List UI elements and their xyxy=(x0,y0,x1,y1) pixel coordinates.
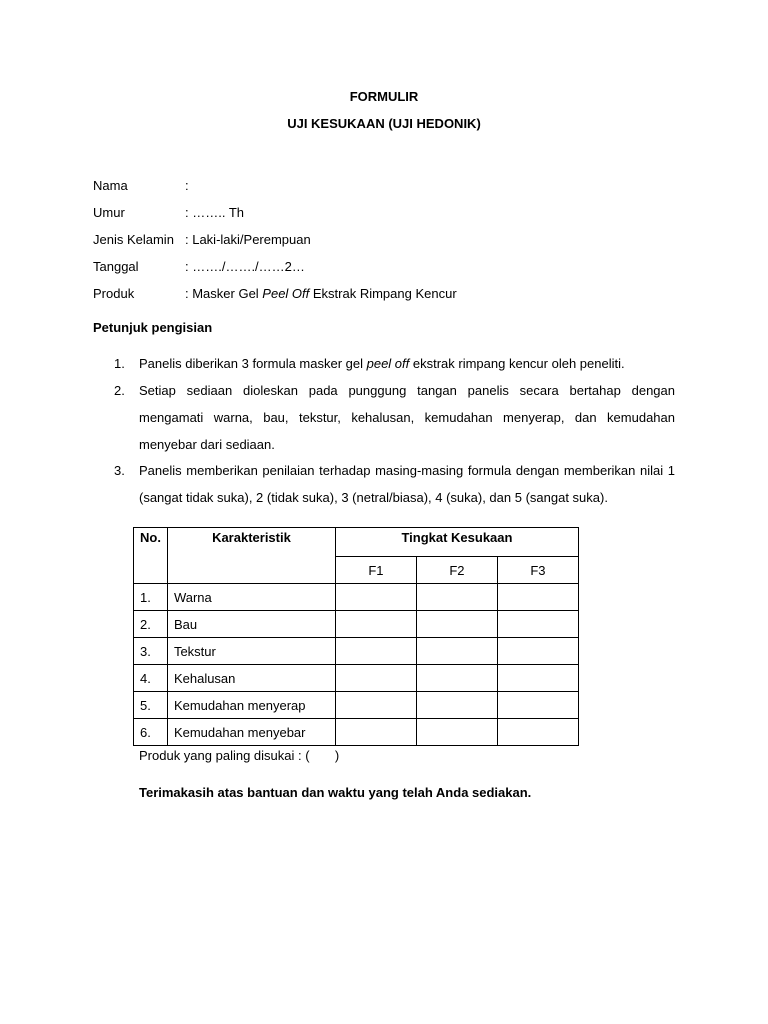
rating-cell-f3[interactable] xyxy=(497,611,578,638)
rating-cell-f3[interactable] xyxy=(497,692,578,719)
instruction-number: 3. xyxy=(114,463,125,478)
product-suffix: Ekstrak Rimpang Kencur xyxy=(309,286,457,301)
identity-value: : …….. Th xyxy=(185,205,244,220)
row-no: 5. xyxy=(134,692,168,719)
rating-cell-f1[interactable] xyxy=(335,638,416,665)
instruction-text xyxy=(139,350,675,377)
row-no: 2. xyxy=(134,611,168,638)
table-row xyxy=(134,692,579,719)
instructions-heading: Petunjuk pengisian xyxy=(93,320,213,335)
rating-cell-f3[interactable] xyxy=(497,719,578,746)
favorite-product-prompt: Produk yang paling disukai : ( ) xyxy=(139,748,340,763)
instruction-text-suffix: ekstrak rimpang kencur oleh peneliti. xyxy=(409,356,625,371)
header-f3: F3 xyxy=(497,557,578,584)
row-no: 6. xyxy=(134,719,168,746)
form-title: FORMULIR xyxy=(349,89,419,104)
row-karakteristik: Kemudahan menyerap xyxy=(167,692,335,719)
identity-value: : ……./……./……2… xyxy=(185,259,305,274)
rating-cell-f3[interactable] xyxy=(497,665,578,692)
instruction-number: 2. xyxy=(114,383,125,398)
row-no: 1. xyxy=(134,584,168,611)
rating-cell-f2[interactable] xyxy=(416,638,497,665)
rating-cell-f2[interactable] xyxy=(416,611,497,638)
instruction-text: Setiap sediaan dioleskan pada punggung tangan panelis secara bertahap dengan mengamati warna, bau, tekstur, kehalusan, kemudahan menyerap, dan kemudahan menyebar dari sediaan. xyxy=(139,383,675,452)
table-row xyxy=(134,665,579,692)
instruction-text: Panelis memberikan penilaian terhadap masing-masing formula dengan memberikan nilai 1 (sangat tidak suka), 2 (tidak suka), 3 (netral/biasa), 4 (suka), dan 5 (sangat suka). xyxy=(139,463,675,505)
table-row xyxy=(134,584,579,611)
identity-label: Produk xyxy=(93,286,135,301)
row-karakteristik: Kemudahan menyebar xyxy=(167,719,335,746)
rating-cell-f1[interactable] xyxy=(335,692,416,719)
rating-table xyxy=(133,527,579,746)
header-f2: F2 xyxy=(416,557,497,584)
row-no: 4. xyxy=(134,665,168,692)
rating-cell-f2[interactable] xyxy=(416,665,497,692)
instruction-text-italic: peel off xyxy=(366,356,410,371)
form-subtitle: UJI KESUKAAN (UJI HEDONIK) xyxy=(287,116,481,131)
rating-cell-f1[interactable] xyxy=(335,719,416,746)
rating-cell-f1[interactable] xyxy=(335,665,416,692)
header-karakteristik: Karakteristik xyxy=(167,528,335,584)
rating-cell-f1[interactable] xyxy=(335,611,416,638)
identity-label: Nama xyxy=(93,178,128,193)
identity-label: Jenis Kelamin xyxy=(93,232,174,247)
table-row xyxy=(134,719,579,746)
header-f1: F1 xyxy=(335,557,416,584)
thank-you-note: Terimakasih atas bantuan dan waktu yang telah Anda sediakan. xyxy=(139,785,532,800)
rating-cell-f2[interactable] xyxy=(416,692,497,719)
rating-cell-f3[interactable] xyxy=(497,584,578,611)
table-row xyxy=(134,638,579,665)
identity-label: Umur xyxy=(93,205,125,220)
row-no: 3. xyxy=(134,638,168,665)
instruction-text-prefix: Panelis diberikan 3 formula masker gel xyxy=(139,356,367,371)
row-karakteristik: Kehalusan xyxy=(167,665,335,692)
header-tingkat-kesukaan: Tingkat Kesukaan xyxy=(335,528,578,557)
rating-cell-f2[interactable] xyxy=(416,584,497,611)
row-karakteristik: Warna xyxy=(167,584,335,611)
rating-cell-f3[interactable] xyxy=(497,638,578,665)
row-karakteristik: Bau xyxy=(167,611,335,638)
product-prefix: : Masker Gel xyxy=(185,286,263,301)
row-karakteristik: Tekstur xyxy=(167,638,335,665)
identity-value xyxy=(185,285,457,303)
table-row xyxy=(134,611,579,638)
identity-value: : xyxy=(185,178,189,193)
header-no: No. xyxy=(134,528,168,584)
instruction-number: 1. xyxy=(114,356,125,371)
identity-label: Tanggal xyxy=(93,259,139,274)
identity-value: : Laki-laki/Perempuan xyxy=(185,232,311,247)
product-italic: Peel Off xyxy=(262,286,310,301)
rating-cell-f1[interactable] xyxy=(335,584,416,611)
rating-cell-f2[interactable] xyxy=(416,719,497,746)
